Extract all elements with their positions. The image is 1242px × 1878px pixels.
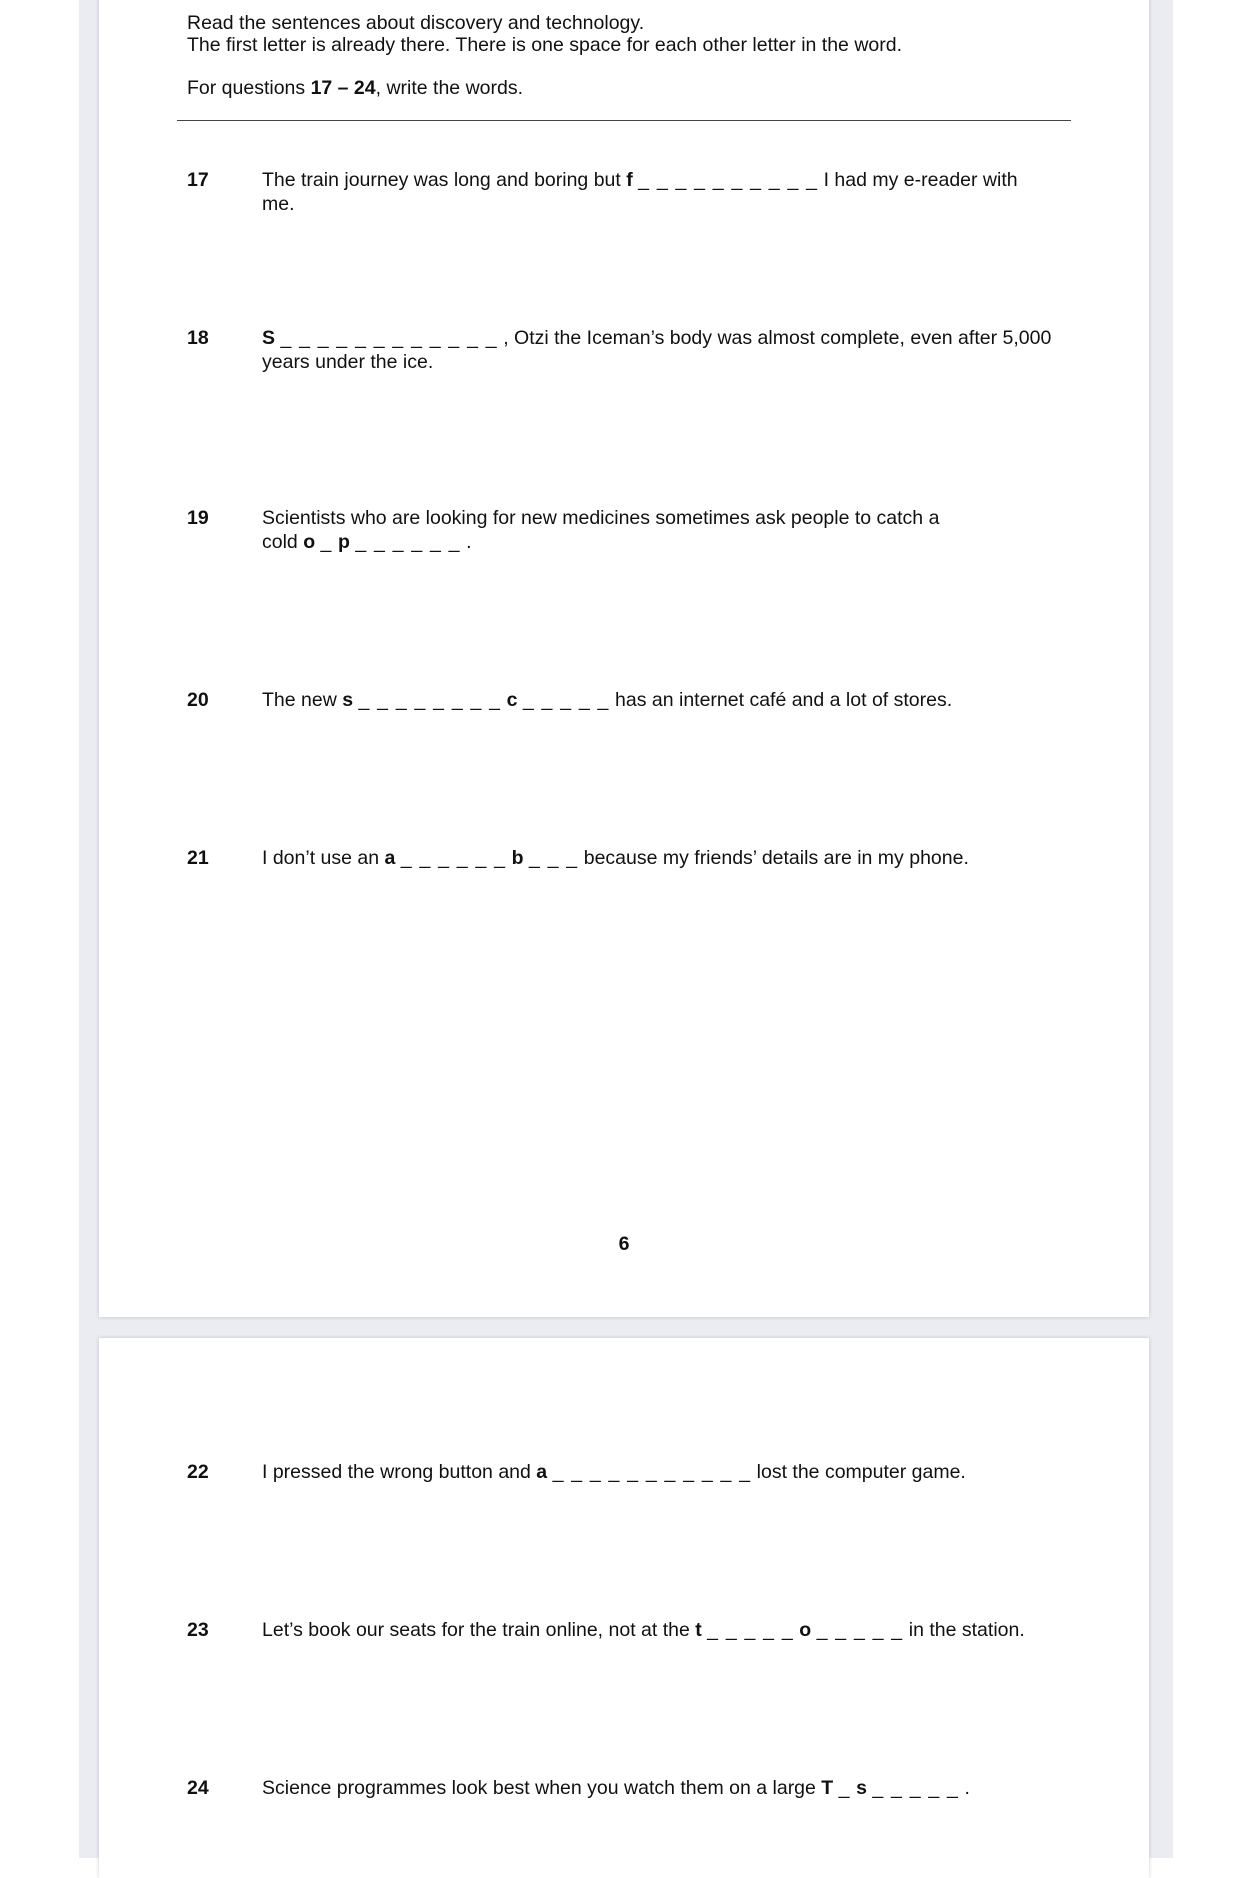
question-number: 22 (187, 1461, 209, 1483)
instruction-line: For questions 17 – 24, write the words. (187, 77, 524, 99)
question-number: 21 (187, 847, 209, 869)
question-text: I don’t use an a _ _ _ _ _ _ b _ _ _ because my friends’ details are in my phone. (262, 847, 969, 869)
answer-blank[interactable]: _ _ _ _ _ _ (355, 531, 461, 553)
answer-blank[interactable]: _ _ _ _ _ (707, 1619, 794, 1641)
question-text: Let’s book our seats for the train online, not at the t _ _ _ _ _ o _ _ _ _ _ in the station. (262, 1619, 1025, 1641)
question-number: 24 (187, 1777, 209, 1799)
instruction-line: The first letter is already there. There is one space for each other letter in the word. (187, 34, 902, 56)
question-text: S _ _ _ _ _ _ _ _ _ _ _ _ , Otzi the Iceman’s body was almost complete, even after 5,000 years under the ice. (262, 327, 1052, 373)
question-text: Science programmes look best when you watch them on a large T _ s _ _ _ _ _ . (262, 1777, 970, 1799)
question-number: 19 (187, 507, 209, 529)
answer-blank[interactable]: _ _ _ _ _ (872, 1777, 960, 1799)
answer-blank[interactable]: _ _ _ _ _ _ _ _ _ _ _ _ (280, 327, 498, 349)
answer-blank[interactable]: _ _ _ _ _ _ _ _ (358, 689, 502, 711)
question-text: Scientists who are looking for new medicines sometimes ask people to catch a cold o _ p _ _ _ _ _ _ . (262, 507, 940, 553)
divider (177, 120, 1071, 121)
page-number: 6 (618, 1233, 630, 1255)
question-number: 20 (187, 689, 209, 711)
answer-blank[interactable]: _ (838, 1777, 851, 1799)
answer-blank[interactable]: _ _ _ _ _ _ (400, 847, 507, 869)
question-text: The new s _ _ _ _ _ _ _ _ c _ _ _ _ _ has an internet café and a lot of stores. (262, 689, 953, 711)
document-page (99, 0, 1149, 1317)
answer-blank[interactable]: _ (320, 531, 333, 553)
document-viewer (79, 0, 1173, 1858)
answer-blank[interactable]: _ _ _ _ _ _ _ _ _ _ (638, 169, 819, 191)
question-number: 17 (187, 169, 209, 191)
answer-blank[interactable]: _ _ _ _ _ (816, 1619, 904, 1641)
instruction-line: Read the sentences about discovery and technology. (187, 12, 645, 34)
question-text: I pressed the wrong button and a _ _ _ _ _ _ _ _ _ _ _ lost the computer game. (262, 1461, 966, 1483)
answer-blank[interactable]: _ _ _ _ _ _ _ _ _ _ _ (552, 1461, 752, 1483)
question-number: 18 (187, 327, 209, 349)
answer-blank[interactable]: _ _ _ (528, 847, 579, 869)
document-page (99, 1338, 1149, 1878)
question-number: 23 (187, 1619, 209, 1641)
question-text: The train journey was long and boring but f _ _ _ _ _ _ _ _ _ _ I had my e-reader with me. (262, 169, 1018, 215)
answer-blank[interactable]: _ _ _ _ _ (522, 689, 610, 711)
